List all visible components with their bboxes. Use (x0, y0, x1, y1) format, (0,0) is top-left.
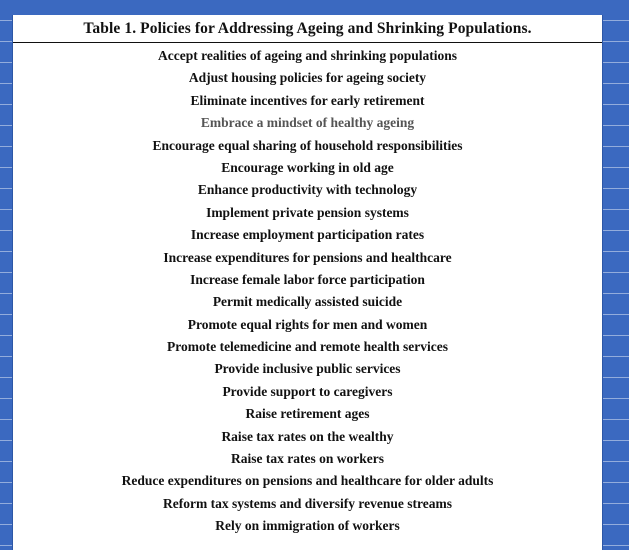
policy-item: Promote equal rights for men and women (187, 316, 428, 332)
policy-item: Promote telemedicine and remote health services (166, 339, 449, 355)
policy-item: Raise retirement ages (245, 406, 370, 422)
policy-item: Increase employment participation rates (190, 227, 425, 243)
policy-item: Accept realities of ageing and shrinking populations (157, 48, 458, 63)
policy-item: Rely on immigration of workers (215, 518, 400, 534)
policy-item: Encourage equal sharing of household responsibilities (152, 137, 463, 153)
policy-item: Encourage working in old age (221, 159, 394, 175)
policy-item: Adjust housing policies for ageing society (188, 70, 427, 86)
policy-item: Permit medically assisted suicide (212, 294, 403, 310)
policy-item: Increase expenditures for pensions and healthcare (163, 249, 452, 265)
table-sheet (12, 15, 603, 550)
policy-list (13, 43, 602, 538)
table-title: Table 1. Policies for Addressing Ageing and Shrinking Populations. (83, 19, 532, 37)
policy-item: Enhance productivity with technology (197, 182, 418, 198)
policy-item: Eliminate incentives for early retirement (190, 92, 425, 108)
policy-item: Reduce expenditures on pensions and healthcare for older adults (121, 473, 494, 489)
policy-item: Raise tax rates on workers (231, 451, 384, 467)
policy-item: Raise tax rates on the wealthy (221, 428, 394, 444)
table-title-row (13, 15, 602, 43)
policy-item: Provide support to caregivers (222, 383, 393, 399)
policy-item: Reform tax systems and diversify revenue streams (163, 495, 452, 511)
policy-item: Embrace a mindset of healthy ageing (200, 115, 415, 131)
policy-item: Implement private pension systems (206, 204, 409, 220)
policy-item: Provide inclusive public services (214, 361, 401, 377)
policy-item: Increase female labor force participation (190, 271, 425, 287)
